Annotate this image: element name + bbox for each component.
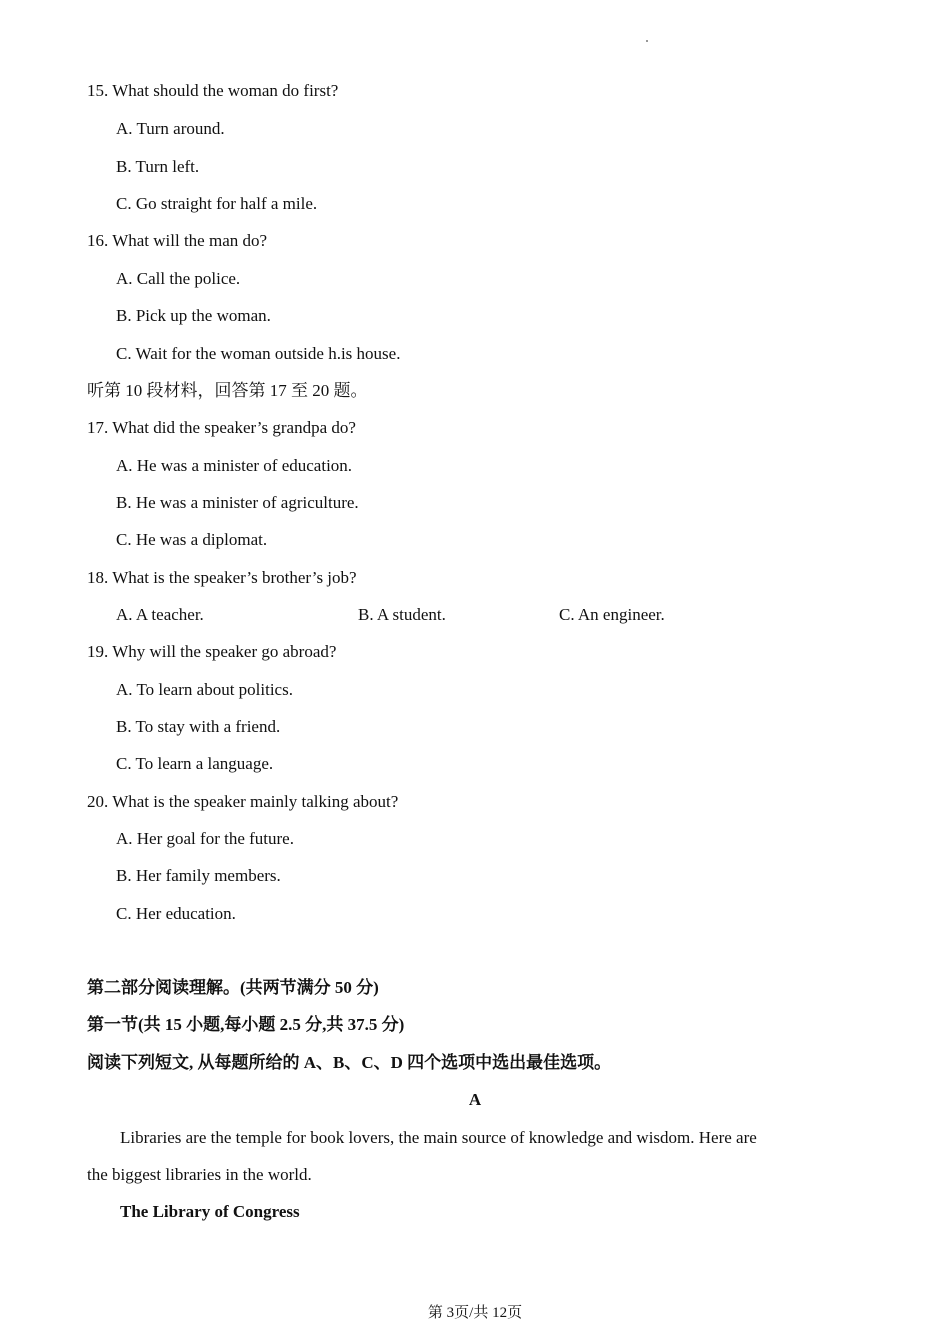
q15-option-a: A. Turn around. — [116, 119, 225, 138]
q18-option-b: B. A student. — [358, 605, 446, 624]
part-2-section-1-heading: 第一节(共 15 小题,每小题 2.5 分,共 37.5 分) — [87, 1015, 405, 1034]
q16-option-a: A. Call the police. — [116, 269, 241, 288]
q19-option-a: A. To learn about politics. — [116, 680, 293, 699]
question-20: 20. What is the speaker mainly talking about? — [87, 792, 399, 811]
q20-option-c: C. Her education. — [116, 904, 236, 923]
passage-subheading: The Library of Congress — [120, 1202, 300, 1221]
q17-option-a: A. He was a minister of education. — [116, 456, 353, 475]
part-2-heading: 第二部分阅读理解。(共两节满分 50 分) — [87, 978, 379, 997]
q17-option-c: C. He was a diplomat. — [116, 530, 268, 549]
q20-option-b: B. Her family members. — [116, 866, 281, 885]
stray-dot-mark — [646, 40, 648, 42]
q17-option-b: B. He was a minister of agriculture. — [116, 493, 359, 512]
question-18: 18. What is the speaker’s brother’s job? — [87, 568, 357, 587]
q15-option-b: B. Turn left. — [116, 157, 200, 176]
question-15: 15. What should the woman do first? — [87, 81, 339, 100]
q18-option-c: C. An engineer. — [559, 605, 665, 624]
q15-option-c: C. Go straight for half a mile. — [116, 194, 318, 213]
q19-option-c: C. To learn a language. — [116, 754, 274, 773]
q20-option-a: A. Her goal for the future. — [116, 829, 294, 848]
question-19: 19. Why will the speaker go abroad? — [87, 642, 337, 661]
passage-paragraph-line-2: the biggest libraries in the world. — [87, 1165, 312, 1184]
q18-option-a: A. A teacher. — [116, 605, 204, 624]
question-17: 17. What did the speaker’s grandpa do? — [87, 418, 356, 437]
passage-paragraph-line-1: Libraries are the temple for book lovers, the main source of knowledge and wisdom. Here are — [120, 1128, 757, 1147]
q16-option-c: C. Wait for the woman outside h.is house. — [116, 344, 401, 363]
question-16: 16. What will the man do? — [87, 231, 268, 250]
q16-option-b: B. Pick up the woman. — [116, 306, 271, 325]
section-10-instruction: 听第 10 段材料，回答第 17 至 20 题。 — [87, 381, 368, 400]
q19-option-b: B. To stay with a friend. — [116, 717, 281, 736]
passage-label: A — [468, 1090, 482, 1109]
part-2-instruction: 阅读下列短文, 从每题所给的 A、B、C、D 四个选项中选出最佳选项。 — [87, 1053, 612, 1072]
page-footer: 第 3页/共 12页 — [427, 1305, 523, 1321]
